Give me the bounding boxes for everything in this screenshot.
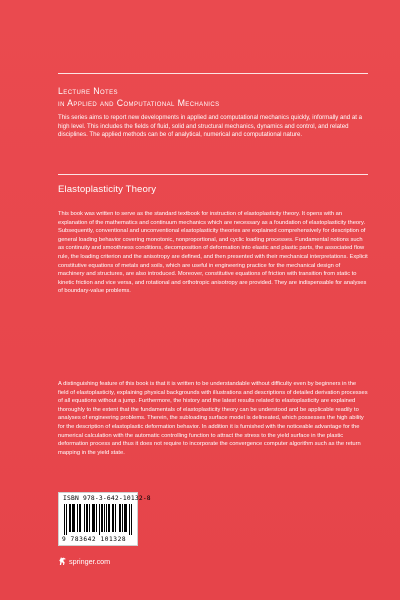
barcode-bar bbox=[106, 504, 107, 532]
book-title: Elastoplasticity Theory bbox=[58, 184, 157, 195]
barcode-bar bbox=[93, 504, 94, 532]
barcode-bar bbox=[74, 504, 75, 532]
barcode-bar bbox=[112, 504, 113, 532]
series-title-line-2: in Applied and Computational Mechanics bbox=[58, 98, 220, 108]
barcode-bar bbox=[131, 504, 132, 535]
barcode-bar bbox=[80, 504, 81, 532]
barcode-bar bbox=[84, 504, 85, 532]
barcode-bar bbox=[70, 504, 71, 532]
middle-divider bbox=[58, 174, 368, 175]
publisher-link[interactable] bbox=[58, 556, 110, 566]
springer-horse-icon bbox=[58, 556, 67, 566]
barcode-bar bbox=[94, 504, 95, 532]
barcode-bar bbox=[87, 504, 88, 532]
series-title-line-1: Lecture Notes bbox=[58, 86, 118, 96]
isbn-label: ISBN 978-3-642-10132-8 bbox=[63, 495, 151, 502]
barcode-bars bbox=[64, 504, 134, 535]
barcode-bar bbox=[92, 504, 93, 532]
book-description-paragraph-1: This book was written to serve as the standard textbook for instruction of elastoplasticity theory. It opens with an explanation of the mathematics and continuum mechanics which are necessary as a foundation of elastoplasticity theory. Subsequently, conventional and unconventional elastoplasticity theories are explained comprehensively for description of general loading behavior covering monotonic, nonproportional, and cyclic loading processes. Fundamental notions such as continuity and smoothness conditions, decomposition of deformation into elastic and plastic parts, the associated flow rule, the loading criterion and the anisotropy are defined, and then presented with their mechanical interpretations. Explicit constitutive equations of metals and soils, which are useful in engineering practice for the mechanical design of machinery and structures, are also introduced. Moreover, constitutive equations of friction with transition from static to kinetic friction and vice versa, and rotational and orthotropic anisotropy are provided. They are indispensable for analyses of boundary-value problems. bbox=[58, 211, 368, 295]
barcode-bar bbox=[101, 504, 102, 532]
barcode-bar bbox=[122, 504, 123, 532]
barcode-bar bbox=[115, 504, 116, 532]
barcode-bar bbox=[72, 504, 73, 532]
barcode-bar bbox=[96, 504, 97, 532]
barcode-digits: 9 783642 101328 bbox=[62, 536, 127, 543]
barcode-bar bbox=[120, 504, 121, 532]
barcode-bar bbox=[66, 504, 67, 535]
barcode-bar bbox=[125, 504, 126, 532]
barcode-bar bbox=[108, 504, 109, 532]
top-divider bbox=[58, 73, 368, 74]
barcode-bar bbox=[109, 504, 110, 532]
barcode-bar bbox=[124, 504, 125, 532]
book-description-paragraph-2: A distinguishing feature of this book is that it is written to be understandable without difficulty even by beginners in the field of elastoplasticity, explaining physical backgrounds with illustrations and descriptions of detailed derivation processes of all equations without a jump. Furthermore, the history and the latest results related to elastoplasticity are explained thoroughly to the extent that the fundamentals of elastoplasticity theory can be understood and be applicable readily to analyses of engineering problems. Therein, the subloading surface model is delineated, which possesses the high ability for the description of elastoplastic deformation behavior. In addition it is furnished with the noticeable advantage for the numerical calculation with the automatic controlling function to attract the stress to the yield surface in the plastic deformation process and thus it does not require to incorporate the convergence computer algorithm such as the return mapping in the yield state. bbox=[58, 381, 368, 456]
isbn-barcode bbox=[58, 492, 151, 546]
series-title bbox=[58, 85, 368, 109]
barcode-bar bbox=[73, 504, 74, 532]
barcode-bar bbox=[102, 504, 103, 532]
barcode-bar bbox=[86, 504, 87, 532]
barcode-bar bbox=[126, 504, 127, 532]
publisher-name: springer.com bbox=[69, 556, 111, 566]
barcode-bar bbox=[89, 504, 90, 532]
barcode-bar bbox=[69, 504, 70, 532]
barcode-bar bbox=[64, 504, 65, 535]
barcode-bar bbox=[129, 504, 130, 535]
barcode-bar bbox=[79, 504, 80, 532]
barcode-bar bbox=[77, 504, 78, 532]
barcode-bar bbox=[113, 504, 114, 532]
barcode-bar bbox=[104, 504, 105, 532]
barcode-bar bbox=[119, 504, 120, 532]
barcode-bar bbox=[99, 504, 100, 535]
series-description: This series aims to report new developments in applied and computational mechanics quickly, informally and at a high level. This includes the fields of fluid, solid and structural mechanics, dynamics and control, and related disciplines. The applied methods can be of analytical, numerical and computational nature. bbox=[58, 114, 363, 139]
